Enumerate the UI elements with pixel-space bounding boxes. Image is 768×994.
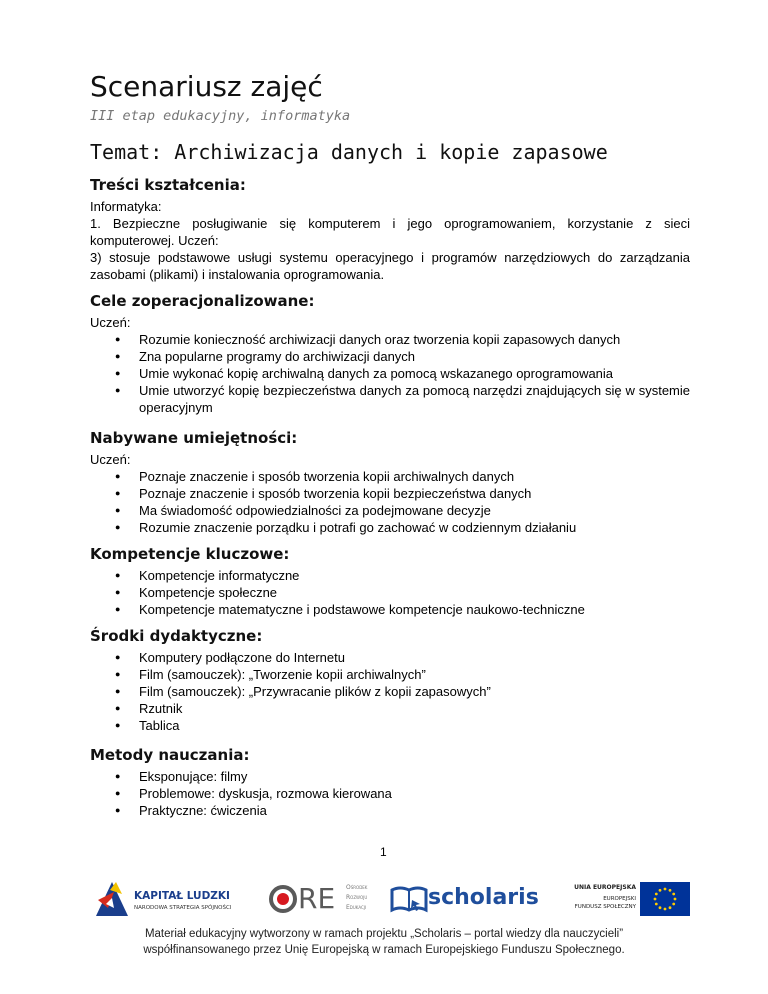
eu-line-1: UNIA EUROPEJSKA [574,884,636,891]
footer-line-2: współfinansowanego przez Unię Europejską w ramach Europejskiego Funduszu Społecznego. [143,944,625,956]
list-item: ● Rozumie znaczenie porządku i potrafi go zachować w codziennym działaniu [90,519,690,536]
bullet-list [90,649,690,734]
list-intro: Uczeń: [90,452,131,467]
list-item: ● Zna popularne programy do archiwizacji danych [90,348,690,365]
list-item: ● Eksponujące: filmy [90,768,690,785]
list-item: ● Komputery podłączone do Internetu [90,649,690,666]
section-heading: Metody nauczania: [90,746,250,764]
section-cele [90,292,690,416]
list-item: ● Film (samouczek): „Tworzenie kopii archiwalnych” [90,666,690,683]
section-umiejetnosci [90,429,690,536]
paragraph: 1. Bezpieczne posługiwanie się komputerem i jego oprogramowaniem, korzystanie z sieci komputerowej. Uczeń: [90,216,690,248]
footer-logos [90,878,690,920]
bullet-list [90,567,690,618]
kapital-ludzki-icon [92,878,132,918]
list-item: ● Kompetencje informatyczne [90,567,690,584]
ore-sub-3: Edukacji [346,904,367,911]
bullet-list [90,768,690,819]
section-heading: Nabywane umiejętności: [90,429,298,447]
section-srodki [90,627,690,734]
list-item: ● Kompetencje społeczne [90,584,690,601]
eu-line-2: EUROPEJSKI [603,896,636,902]
ore-sub-1: Ośrodek [346,884,368,891]
list-item: ● Poznaje znaczenie i sposób tworzenia kopii bezpieczeństwa danych [90,485,690,502]
kl-subtitle: NARODOWA STRATEGIA SPÓJNOŚCI [134,905,232,911]
list-item: ● Umie utworzyć kopię bezpieczeństwa danych za pomocą narzędzi znajdujących się w systemie operacyjnym [90,382,690,416]
list-item: ● Praktyczne: ćwiczenia [90,802,690,819]
page-title: Scenariusz zajęć [90,70,323,103]
lesson-topic: Temat: Archiwizacja danych i kopie zapasowe [90,140,608,164]
bullet-list [90,331,690,416]
section-tresci [90,176,690,283]
paragraph: 3) stosuje podstawowe usługi systemu operacyjnego i programów narzędziowych do zarządzania zasobami (plikami) i instalowania oprogramowania. [90,250,690,282]
list-item: ● Poznaje znaczenie i sposób tworzenia kopii archiwalnych danych [90,468,690,485]
scholaris-book-icon [390,884,428,914]
kl-title: KAPITAŁ LUDZKI [134,890,230,902]
bullet-list [90,468,690,536]
page-subtitle: III etap edukacyjny, informatyka [90,108,351,124]
eu-logo [565,882,690,918]
section-heading: Treści kształcenia: [90,176,246,194]
eu-line-3: FUNDUSZ SPOŁECZNY [574,904,636,910]
list-item: ● Umie wykonać kopię archiwalną danych za pomocą wskazanego oprogramowania [90,365,690,382]
list-item: ● Rozumie konieczność archiwizacji danych oraz tworzenia kopii zapasowych danych [90,331,690,348]
kapital-ludzki-logo [90,878,240,920]
paragraph: Informatyka: [90,199,162,214]
section-heading: Cele zoperacjonalizowane: [90,292,315,310]
section-heading: Środki dydaktyczne: [90,627,263,645]
list-item: ● Rzutnik [90,700,690,717]
scholaris-logo [390,880,539,920]
section-kompetencje [90,545,690,618]
section-heading: Kompetencje kluczowe: [90,545,290,563]
list-item: ● Ma świadomość odpowiedzialności za podejmowane decyzje [90,502,690,519]
page-number: 1 [380,845,387,859]
ore-sub-2: Rozwoju [346,894,368,901]
list-item: ● Film (samouczek): „Przywracanie plików z kopii zapasowych” [90,683,690,700]
ore-logo [268,880,378,920]
footer-text [0,926,768,958]
section-metody [90,746,690,819]
ore-circle-icon [268,884,298,914]
ore-letters: RE [298,882,336,915]
footer-line-1: Materiał edukacyjny wytworzony w ramach projektu „Scholaris – portal wiedzy dla nauczycieli” [144,928,624,940]
scholaris-word: scholaris [428,885,539,910]
list-item: ● Kompetencje matematyczne i podstawowe kompetencje naukowo-techniczne [90,601,690,618]
list-item: ● Tablica [90,717,690,734]
list-intro: Uczeń: [90,315,131,330]
eu-flag-icon [640,882,690,916]
list-item: ● Problemowe: dyskusja, rozmowa kierowana [90,785,690,802]
